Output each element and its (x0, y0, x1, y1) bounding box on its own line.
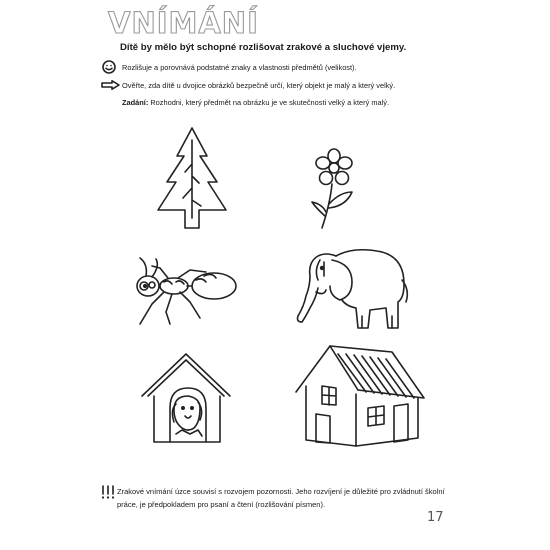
task-label: Zadání: (122, 98, 149, 107)
skill-description: Rozlišuje a porovnává podstatné znaky a vlastnosti předmětů (velikost). (122, 63, 357, 72)
page-title: VNÍMÁNÍ (108, 6, 259, 40)
house-picture (294, 342, 428, 448)
triple-exclamation-icon (101, 485, 115, 500)
arrow-right-icon (101, 80, 120, 90)
smiley-icon (102, 60, 116, 74)
elephant-picture (296, 246, 410, 332)
task-text: Rozhodni, který předmět na obrázku je ve skutečnosti velký a který malý. (148, 98, 389, 107)
section-heading: Dítě by mělo být schopné rozlišovat zrakové a sluchové vjemy. (120, 42, 407, 53)
task-line (122, 98, 389, 107)
page-number: 17 (427, 510, 444, 525)
doghouse-picture (140, 352, 234, 446)
ant-picture (130, 256, 242, 326)
flower-picture (308, 148, 360, 232)
footnote-text: Zrakové vnímání úzce souvisí s rozvojem pozornosti. Jeho rozvíjení je důležité pro zvládnutí školní práce, je předpokladem pro psaní a čtení (rozlišování písmen). (117, 487, 445, 509)
instruction-text: Ověřte, zda dítě u dvojice obrázků bezpečně určí, který objekt je malý a který velký. (122, 81, 396, 90)
tree-picture (152, 126, 232, 230)
